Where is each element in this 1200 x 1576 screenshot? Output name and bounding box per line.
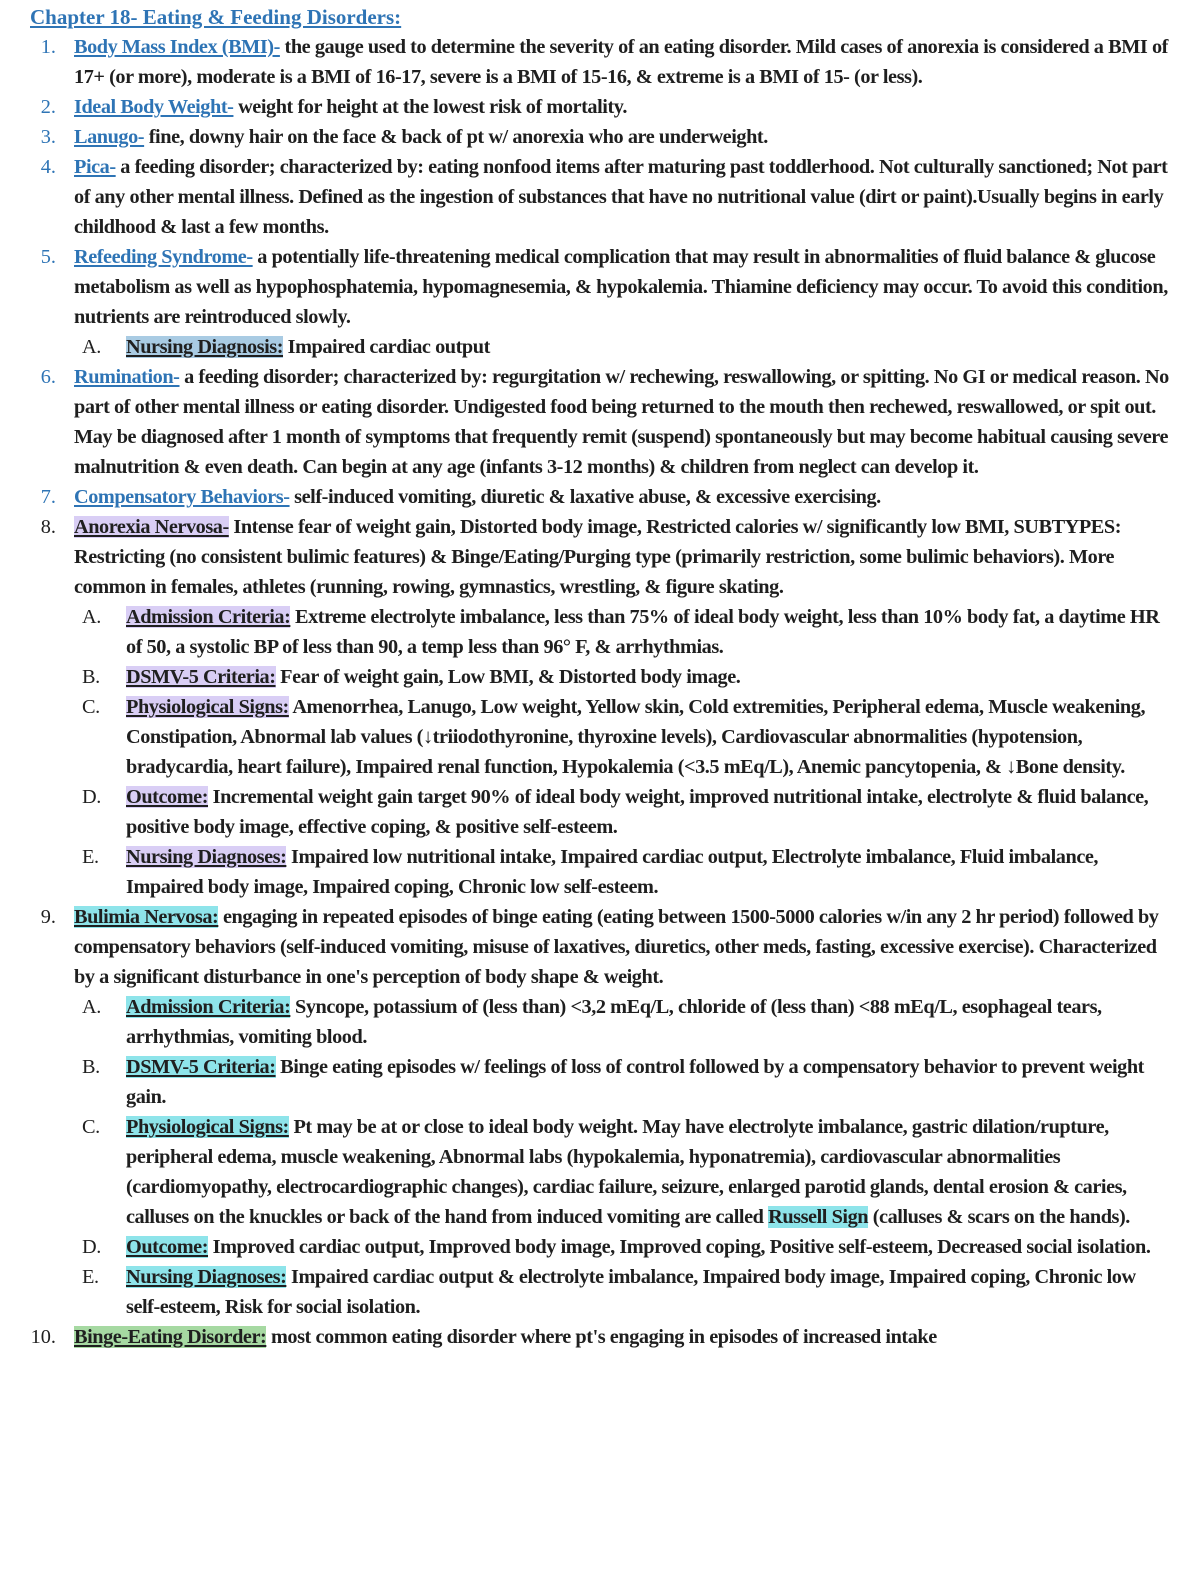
sub-letter: E. [82, 846, 99, 868]
sub-item [74, 1232, 1170, 1262]
sub-label: Nursing Diagnosis: [126, 336, 284, 358]
item-number: 7. [40, 486, 56, 508]
sub-item [74, 602, 1170, 662]
term-label: Bulimia Nervosa: [74, 906, 219, 928]
list-item [30, 122, 1170, 152]
sub-text: Syncope, potassium of (less than) <3,2 mEq/L, chloride of (less than) <88 mEq/L, esophageal tears, arrhythmias, vomiting blood. [126, 996, 1102, 1048]
list-item [30, 152, 1170, 242]
sub-text: Amenorrhea, Lanugo, Low weight, Yellow skin, Cold extremities, Peripheral edema, Muscle weakening, Constipation, Abnormal lab values (↓triiodothyronine, thyroxine levels), Cardiovascular abnormalities (hypotension, bradycardia, heart failure), Impaired renal function, Hypokalemia (<3.5 mEq/L), Anemic pancytopenia, & ↓Bone density. [126, 696, 1146, 778]
definition-text: a feeding disorder; characterized by: eating nonfood items after maturing past toddlerhood. Not culturally sanctioned; Not part of any other mental illness. Defined as the ingestion of substances that have no nutritional value (dirt or paint).Usually begins in early childhood & last a few months. [74, 156, 1168, 238]
definitions-list [30, 32, 1170, 1352]
list-item [30, 92, 1170, 122]
list-item [30, 482, 1170, 512]
definition-text: the gauge used to determine the severity of an eating disorder. Mild cases of anorexia is considered a BMI of 17+ (or more), moderate is a BMI of 16-17, severe is a BMI of 15-16, & extreme is a BMI of 15- (or less). [74, 36, 1168, 88]
sub-label: Outcome: [126, 786, 209, 808]
item-number: 6. [40, 366, 56, 388]
term-label: Lanugo- [74, 126, 145, 148]
definition-text: a potentially life-threatening medical complication that may result in abnormalities of fluid balance & glucose metabolism as well as hypophosphatemia, hypomagnesemia, & hypokalemia. Thiamine deficiency may occur. To avoid this condition, nutrients are reintroduced slowly. [74, 246, 1168, 328]
sub-letter: E. [82, 1266, 99, 1288]
sub-text: Impaired cardiac output [283, 336, 490, 358]
sub-letter: B. [82, 1056, 100, 1078]
term-label: Rumination- [74, 366, 180, 388]
sub-letter: C. [82, 696, 100, 718]
item-number: 2. [40, 96, 56, 118]
russell-sign-term: Russell Sign [768, 1206, 869, 1228]
definition-text: engaging in repeated episodes of binge eating (eating between 1500-5000 calories w/in any 2 hr period) followed by compensatory behaviors (self-induced vomiting, misuse of laxatives, diuretics, other meds, fasting, excessive exercise). Characterized by a significant disturbance in one's perception of body shape & weight. [74, 906, 1159, 988]
sub-text: Impaired low nutritional intake, Impaired cardiac output, Electrolyte imbalance, Fluid imbalance, Impaired body image, Impaired coping, Chronic low self-esteem. [126, 846, 1099, 898]
sub-item [74, 1262, 1170, 1322]
item-number: 4. [40, 156, 56, 178]
item-number: 5. [40, 246, 56, 268]
list-item [30, 512, 1170, 902]
sub-letter: A. [82, 336, 101, 358]
term-label: Anorexia Nervosa- [74, 516, 229, 538]
sub-text: Improved cardiac output, Improved body image, Improved coping, Positive self-esteem, Decreased social isolation. [208, 1236, 1151, 1258]
sub-text: Binge eating episodes w/ feelings of loss of control followed by a compensatory behavior to prevent weight gain. [126, 1056, 1144, 1108]
sub-item [74, 1052, 1170, 1112]
sub-label: Outcome: [126, 1236, 209, 1258]
sub-label: Admission Criteria: [126, 996, 291, 1018]
definition-text: self-induced vomiting, diuretic & laxative abuse, & excessive exercising. [289, 486, 881, 508]
sub-text: Extreme electrolyte imbalance, less than 75% of ideal body weight, less than 10% body fat, a daytime HR of 50, a systolic BP of less than 90, a temp less than 96° F, & arrhythmias. [126, 606, 1160, 658]
item-number: 1. [40, 36, 56, 58]
term-label: Body Mass Index (BMI)- [74, 36, 280, 58]
list-item [30, 32, 1170, 92]
sub-label: Physiological Signs: [126, 696, 289, 718]
sub-label: Physiological Signs: [126, 1116, 289, 1138]
item-number: 9. [40, 906, 56, 928]
sub-label: Nursing Diagnoses: [126, 846, 287, 868]
definition-text: most common eating disorder where pt's engaging in episodes of increased intake [266, 1326, 937, 1348]
term-label: Pica- [74, 156, 116, 178]
sub-item [74, 842, 1170, 902]
sub-text-continued: (calluses & scars on the hands). [868, 1206, 1130, 1228]
chapter-title: Chapter 18- Eating & Feeding Disorders: [30, 5, 402, 29]
sub-letter: A. [82, 606, 101, 628]
definition-text: weight for height at the lowest risk of mortality. [233, 96, 627, 118]
sub-item [74, 782, 1170, 842]
list-item [30, 1322, 1170, 1352]
sub-item [74, 1112, 1170, 1232]
sub-list [74, 602, 1170, 902]
sub-text: Impaired cardiac output & electrolyte imbalance, Impaired body image, Impaired coping, Chronic low self-esteem, Risk for social isolation. [126, 1266, 1136, 1318]
sub-list [74, 992, 1170, 1322]
sub-item [74, 332, 1170, 362]
sub-letter: B. [82, 666, 100, 688]
sub-item [74, 692, 1170, 782]
sub-item [74, 662, 1170, 692]
term-label: Binge-Eating Disorder: [74, 1326, 267, 1348]
term-label: Refeeding Syndrome- [74, 246, 253, 268]
item-number: 3. [40, 126, 56, 148]
sub-label: DSMV-5 Criteria: [126, 666, 276, 688]
sub-text: Fear of weight gain, Low BMI, & Distorted body image. [275, 666, 741, 688]
term-label: Ideal Body Weight- [74, 96, 234, 118]
sub-letter: C. [82, 1116, 100, 1138]
sub-label: Admission Criteria: [126, 606, 291, 628]
sub-label: DSMV-5 Criteria: [126, 1056, 276, 1078]
list-item [30, 362, 1170, 482]
term-label: Compensatory Behaviors- [74, 486, 290, 508]
sub-item [74, 992, 1170, 1052]
item-number: 8. [40, 516, 56, 538]
sub-text: Incremental weight gain target 90% of ideal body weight, improved nutritional intake, electrolyte & fluid balance, positive body image, effective coping, & positive self-esteem. [126, 786, 1149, 838]
sub-label: Nursing Diagnoses: [126, 1266, 287, 1288]
sub-text: Pt may be at or close to ideal body weight. May have electrolyte imbalance, gastric dilation/rupture, peripheral edema, muscle weakening, Abnormal labs (hypokalemia, hyponatremia), cardiovascular abnormalities (cardiomyopathy, electrocardiographic changes), cardiac failure, seizure, enlarged parotid glands, dental erosion & caries, calluses on the knuckles or back of the hand from induced vomiting are called [126, 1116, 1127, 1228]
definition-text: a feeding disorder; characterized by: regurgitation w/ rechewing, reswallowing, or spitting. No GI or medical reason. No part of other mental illness or eating disorder. Undigested food being returned to the mouth then rechewed, reswallowed, or spit out. May be diagnosed after 1 month of symptoms that frequently remit (suspend) spontaneously but may become habitual causing severe malnutrition & even death. Can begin at any age (infants 3-12 months) & children from neglect can develop it. [74, 366, 1169, 478]
sub-letter: D. [82, 786, 101, 808]
sub-letter: A. [82, 996, 101, 1018]
definition-text: fine, downy hair on the face & back of pt w/ anorexia who are underweight. [144, 126, 768, 148]
list-item [30, 242, 1170, 362]
item-number: 10. [30, 1326, 56, 1348]
sub-list [74, 332, 1170, 362]
definition-text: Intense fear of weight gain, Distorted body image, Restricted calories w/ significantly low BMI, SUBTYPES: Restricting (no consistent bulimic features) & Binge/Eating/Purging type (primarily restriction, some bulimic behaviors). More common in females, athletes (running, rowing, gymnastics, wrestling, & figure skating. [74, 516, 1122, 598]
list-item [30, 902, 1170, 1322]
sub-letter: D. [82, 1236, 101, 1258]
